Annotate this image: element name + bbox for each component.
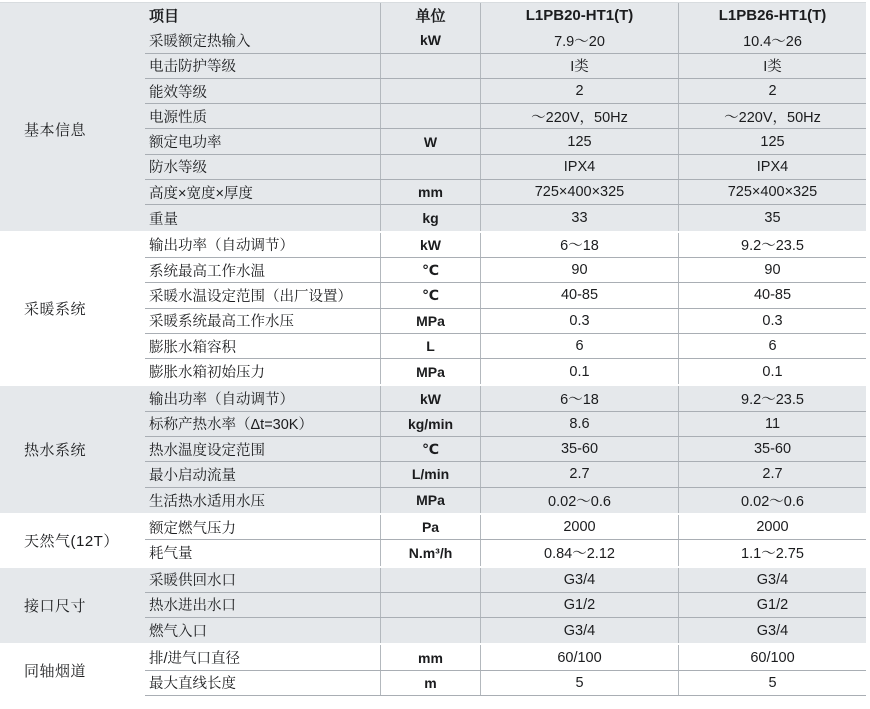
table-row — [145, 593, 866, 618]
row-item-label: 采暖额定热输入 — [149, 33, 251, 50]
table-row — [145, 568, 866, 593]
section-group-label: 同轴烟道 — [24, 663, 87, 681]
table-section — [0, 568, 866, 644]
header-item-label: 项目 — [149, 8, 180, 26]
row-unit: kg/min — [380, 412, 480, 436]
table-row — [145, 515, 866, 540]
header-model1-label: L1PB20-HT1(T) — [480, 3, 678, 28]
row-item-label: 采暖水温设定范围（出厂设置） — [149, 288, 352, 305]
row-unit: N.m³/h — [380, 540, 480, 565]
row-value-model1: 0.84～2.12 — [480, 540, 678, 565]
row-value-model1: G3/4 — [480, 568, 678, 592]
row-unit: MPa — [380, 359, 480, 384]
table-section — [0, 515, 866, 566]
row-item-label: 热水温度设定范围 — [149, 442, 265, 459]
table-section — [0, 233, 866, 385]
header-group-spacer — [0, 3, 145, 28]
row-item-label: 膨胀水箱初始压力 — [149, 365, 265, 382]
row-item-label: 生活热水适用水压 — [149, 493, 265, 510]
row-item-label: 能效等级 — [149, 84, 207, 101]
header-unit-label: 单位 — [380, 3, 480, 28]
row-value-model1: 125 — [480, 129, 678, 153]
row-item-label: 热水进出水口 — [149, 598, 236, 615]
table-row — [145, 104, 866, 129]
table-row — [145, 359, 866, 384]
row-unit: mm — [380, 180, 480, 204]
table-row — [145, 205, 866, 230]
row-item-label: 电击防护等级 — [149, 59, 236, 76]
row-value-model2: G3/4 — [678, 568, 866, 592]
table-row — [145, 283, 866, 308]
table-row — [145, 437, 866, 462]
row-value-model1: 725×400×325 — [480, 180, 678, 204]
row-value-model2: 725×400×325 — [678, 180, 866, 204]
row-value-model1: G1/2 — [480, 593, 678, 617]
row-value-model1: 2 — [480, 79, 678, 103]
row-value-model1: I类 — [480, 54, 678, 78]
table-sections — [0, 28, 866, 696]
row-item-label: 电源性质 — [149, 109, 207, 126]
row-value-model2: G1/2 — [678, 593, 866, 617]
row-item-label: 最大直线长度 — [149, 676, 236, 693]
row-value-model2: 1.1～2.75 — [678, 540, 866, 565]
row-unit — [380, 155, 480, 179]
row-unit: L — [380, 334, 480, 358]
row-value-model2: 35 — [678, 205, 866, 230]
row-value-model1: 35-60 — [480, 437, 678, 461]
table-row — [145, 258, 866, 283]
table-row — [145, 180, 866, 205]
section-rows — [145, 515, 866, 566]
row-value-model1: 6～18 — [480, 386, 678, 410]
row-value-model2: G3/4 — [678, 618, 866, 643]
row-value-model1: 0.1 — [480, 359, 678, 384]
row-value-model2: 0.3 — [678, 309, 866, 333]
row-value-model2: 5 — [678, 671, 866, 695]
spec-table — [0, 2, 866, 696]
table-row — [145, 540, 866, 565]
row-value-model2: 90 — [678, 258, 866, 282]
row-item-label: 燃气入口 — [149, 624, 207, 641]
row-value-model2: 60/100 — [678, 645, 866, 669]
row-unit: ℃ — [380, 283, 480, 307]
row-item-label: 膨胀水箱容积 — [149, 339, 236, 356]
row-value-model1: ～220V，50Hz — [480, 104, 678, 128]
row-item-label: 最小启动流量 — [149, 467, 236, 484]
row-value-model2: ～220V，50Hz — [678, 104, 866, 128]
table-row — [145, 129, 866, 154]
section-group-label: 天然气(12T） — [24, 532, 119, 550]
row-value-model2: 2 — [678, 79, 866, 103]
table-row — [145, 386, 866, 411]
row-item-label: 采暖供回水口 — [149, 573, 236, 590]
table-section — [0, 28, 866, 230]
row-item-label: 采暖系统最高工作水压 — [149, 314, 294, 331]
row-unit — [380, 618, 480, 643]
row-value-model2: 10.4～26 — [678, 28, 866, 52]
table-row — [145, 28, 866, 53]
row-value-model1: 90 — [480, 258, 678, 282]
row-item-label: 高度×宽度×厚度 — [149, 185, 253, 202]
row-value-model1: 5 — [480, 671, 678, 695]
table-row — [145, 645, 866, 670]
header-row — [145, 3, 866, 28]
row-item-label: 额定电功率 — [149, 135, 222, 152]
row-value-model1: 2000 — [480, 515, 678, 539]
row-value-model2: 2.7 — [678, 462, 866, 486]
row-value-model1: 7.9～20 — [480, 28, 678, 52]
section-rows — [145, 233, 866, 385]
row-value-model1: IPX4 — [480, 155, 678, 179]
table-row — [145, 412, 866, 437]
row-unit: m — [380, 671, 480, 695]
row-value-model2: 9.2～23.5 — [678, 233, 866, 257]
section-rows — [145, 645, 866, 696]
section-group-label: 基本信息 — [24, 121, 87, 139]
row-unit: W — [380, 129, 480, 153]
section-rows — [145, 568, 866, 644]
row-value-model2: I类 — [678, 54, 866, 78]
row-item-label: 输出功率（自动调节） — [149, 238, 294, 255]
row-unit — [380, 593, 480, 617]
row-value-model1: 6 — [480, 334, 678, 358]
row-item-label: 排/进气口直径 — [149, 651, 241, 668]
row-item-label: 防水等级 — [149, 160, 207, 177]
row-unit: kg — [380, 205, 480, 230]
row-unit: L/min — [380, 462, 480, 486]
row-value-model2: 35-60 — [678, 437, 866, 461]
row-unit: kW — [380, 386, 480, 410]
row-value-model2: 40-85 — [678, 283, 866, 307]
row-unit — [380, 54, 480, 78]
table-row — [145, 155, 866, 180]
section-rows — [145, 28, 866, 230]
row-unit: ℃ — [380, 437, 480, 461]
row-unit — [380, 104, 480, 128]
section-group-label: 采暖系统 — [24, 301, 87, 319]
row-value-model1: G3/4 — [480, 618, 678, 643]
row-unit — [380, 79, 480, 103]
row-value-model2: 9.2～23.5 — [678, 386, 866, 410]
row-item-label: 标称产热水率（Δt=30K） — [149, 417, 313, 434]
table-row — [145, 79, 866, 104]
row-value-model2: IPX4 — [678, 155, 866, 179]
table-section — [0, 645, 866, 696]
row-value-model1: 0.3 — [480, 309, 678, 333]
row-value-model1: 60/100 — [480, 645, 678, 669]
row-value-model2: 11 — [678, 412, 866, 436]
row-unit — [380, 568, 480, 592]
section-rows — [145, 386, 866, 512]
table-header — [0, 3, 866, 28]
row-value-model2: 0.1 — [678, 359, 866, 384]
row-value-model1: 40-85 — [480, 283, 678, 307]
row-item-label: 耗气量 — [149, 546, 193, 563]
table-row — [145, 671, 866, 696]
row-value-model2: 2000 — [678, 515, 866, 539]
row-value-model1: 8.6 — [480, 412, 678, 436]
section-group-label: 接口尺寸 — [24, 597, 87, 615]
table-row — [145, 233, 866, 258]
section-group-label: 热水系统 — [24, 442, 87, 460]
row-unit: Pa — [380, 515, 480, 539]
table-row — [145, 334, 866, 359]
row-unit: kW — [380, 233, 480, 257]
row-unit: MPa — [380, 488, 480, 513]
table-row — [145, 462, 866, 487]
row-item-label: 系统最高工作水温 — [149, 263, 265, 280]
row-value-model1: 6～18 — [480, 233, 678, 257]
row-value-model1: 0.02～0.6 — [480, 488, 678, 513]
row-value-model1: 2.7 — [480, 462, 678, 486]
row-value-model1: 33 — [480, 205, 678, 230]
table-section — [0, 386, 866, 512]
row-value-model2: 125 — [678, 129, 866, 153]
row-value-model2: 6 — [678, 334, 866, 358]
row-unit: ℃ — [380, 258, 480, 282]
row-unit: mm — [380, 645, 480, 669]
row-unit: kW — [380, 28, 480, 52]
row-item-label: 重量 — [149, 211, 178, 228]
table-row — [145, 618, 866, 643]
row-value-model2: 0.02～0.6 — [678, 488, 866, 513]
table-row — [145, 488, 866, 513]
header-model2-label: L1PB26-HT1(T) — [678, 3, 866, 28]
row-item-label: 输出功率（自动调节） — [149, 392, 294, 409]
row-item-label: 额定燃气压力 — [149, 520, 236, 537]
table-row — [145, 309, 866, 334]
table-row — [145, 54, 866, 79]
row-unit: MPa — [380, 309, 480, 333]
